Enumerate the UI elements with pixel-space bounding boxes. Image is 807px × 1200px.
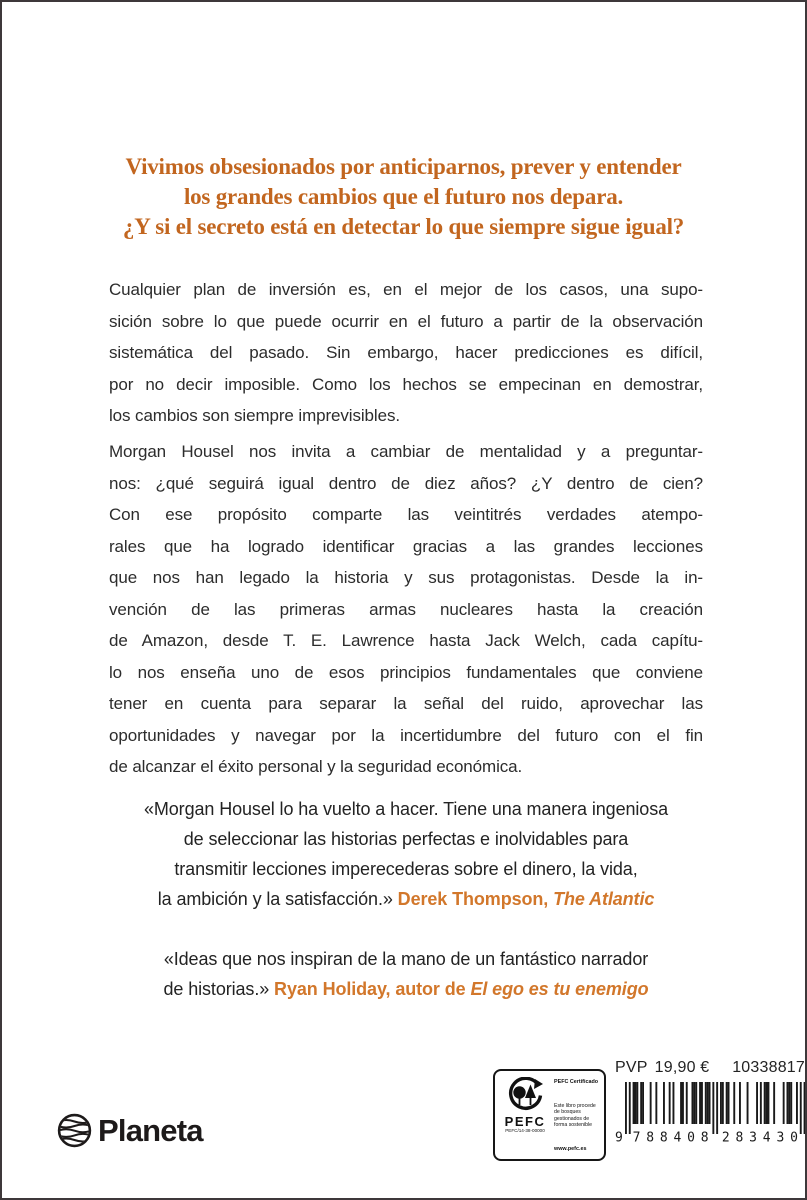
text-line: de alcanzar el éxito personal y la seguridad económica. bbox=[109, 757, 523, 776]
text-line: Cualquier plan de inversión es, en el mejor de los casos, una supo- bbox=[109, 280, 703, 299]
text-line: «Ideas que nos inspiran de la mano de un fantástico narrador bbox=[163, 949, 649, 969]
quote-closing-text: de historias.» bbox=[163, 979, 275, 999]
text-line: «Morgan Housel lo ha vuelto a hacer. Tiene una manera ingeniosa bbox=[143, 799, 669, 819]
svg-text:9: 9 bbox=[615, 1130, 623, 1144]
pefc-right-column bbox=[554, 1077, 599, 1155]
text-line: de seleccionar las historias perfectas e inolvidables para bbox=[183, 829, 629, 849]
price-value: 19,90 € bbox=[654, 1059, 710, 1076]
text-line: que nos han legado la historia y sus protagonistas. Desde la in- bbox=[109, 568, 703, 587]
quote-source: El ego es tu enemigo bbox=[470, 979, 649, 999]
quote-closing-text: la ambición y la satisfacción.» bbox=[157, 889, 398, 909]
item-code: 10338817 bbox=[732, 1059, 805, 1076]
text-line: por no decir imposible. Como los hechos se empecinan en demostrar, bbox=[109, 374, 703, 394]
pefc-website: www.pefc.es bbox=[554, 1146, 587, 1152]
text-line: Vivimos obsesionados por anticiparnos, prever y entender bbox=[125, 154, 682, 179]
synopsis-paragraph-2 bbox=[109, 436, 703, 783]
text-line: nos: ¿qué seguirá igual dentro de diez años? ¿Y dentro de cien? bbox=[109, 473, 703, 493]
quote-source: The Atlantic bbox=[553, 889, 655, 909]
publisher-logo bbox=[56, 1112, 203, 1149]
text-line: los cambios son siempre imprevisibles. bbox=[109, 406, 400, 425]
price-row bbox=[615, 1059, 805, 1077]
text-line: ¿Y si el secreto está en detectar lo que siempre sigue igual? bbox=[122, 214, 685, 239]
pefc-license-code: PEFC/14-38-00000 bbox=[505, 1128, 545, 1133]
svg-text:788408: 788408 bbox=[632, 1130, 709, 1144]
price-and-barcode-block bbox=[615, 1059, 805, 1149]
pefc-certified-text: PEFC Certificado bbox=[554, 1079, 599, 1085]
text-line: de Amazon, desde T. E. Lawrence hasta Jack Welch, cada capítu- bbox=[109, 631, 703, 650]
pefc-certification-label bbox=[493, 1069, 606, 1161]
pefc-left-column bbox=[501, 1077, 549, 1155]
synopsis-paragraph-1 bbox=[109, 274, 703, 432]
price bbox=[615, 1059, 709, 1077]
text-line: tener en cuenta para separar la señal del ruido, aprovechar las bbox=[109, 694, 703, 713]
quote-attribution: Derek Thompson, bbox=[397, 889, 554, 909]
quote-body bbox=[96, 944, 716, 974]
text-line: Morgan Housel nos invita a cambiar de mentalidad y a preguntar- bbox=[109, 442, 703, 461]
quote-attribution-line bbox=[96, 974, 716, 1004]
text-line: vención de las primeras armas nucleares hasta la creación bbox=[109, 599, 703, 619]
pefc-acronym: PEFC bbox=[504, 1114, 546, 1129]
review-quote-derek-thompson bbox=[96, 794, 716, 914]
text-line: Con ese propósito comparte las veintitrés verdades atempo- bbox=[109, 505, 703, 524]
text-line: sición sobre lo que puede ocurrir en el futuro a partir de la observación bbox=[109, 311, 703, 331]
planeta-globe-icon bbox=[56, 1112, 93, 1149]
svg-text:283430: 283430 bbox=[721, 1130, 798, 1144]
quote-body bbox=[96, 794, 716, 884]
ean-barcode bbox=[615, 1082, 805, 1149]
text-line: oportunidades y navegar por la incertidumbre del futuro con el fin bbox=[109, 725, 703, 745]
text-line: los grandes cambios que el futuro nos depara. bbox=[183, 184, 624, 209]
text-line: rales que ha logrado identificar gracias a las grandes lecciones bbox=[109, 536, 703, 556]
text-line: transmitir lecciones imperecederas sobre el dinero, la vida, bbox=[174, 859, 638, 879]
publisher-name: Planeta bbox=[98, 1112, 203, 1148]
pefc-logo-icon bbox=[505, 1077, 545, 1114]
quote-attribution-line bbox=[96, 884, 716, 914]
text-line: sistemática del pasado. Sin embargo, hacer predicciones es difícil, bbox=[109, 343, 703, 362]
quote-attribution: Ryan Holiday, autor de bbox=[274, 979, 471, 999]
tagline-headline bbox=[2, 152, 805, 242]
pvp-label: PVP bbox=[615, 1059, 648, 1076]
pefc-claim-text: Este libro procede de bosques gestionados de forma sostenible bbox=[554, 1102, 596, 1128]
text-line: lo nos enseña uno de esos principios fundamentales que conviene bbox=[109, 662, 703, 682]
review-quote-ryan-holiday bbox=[96, 944, 716, 1004]
